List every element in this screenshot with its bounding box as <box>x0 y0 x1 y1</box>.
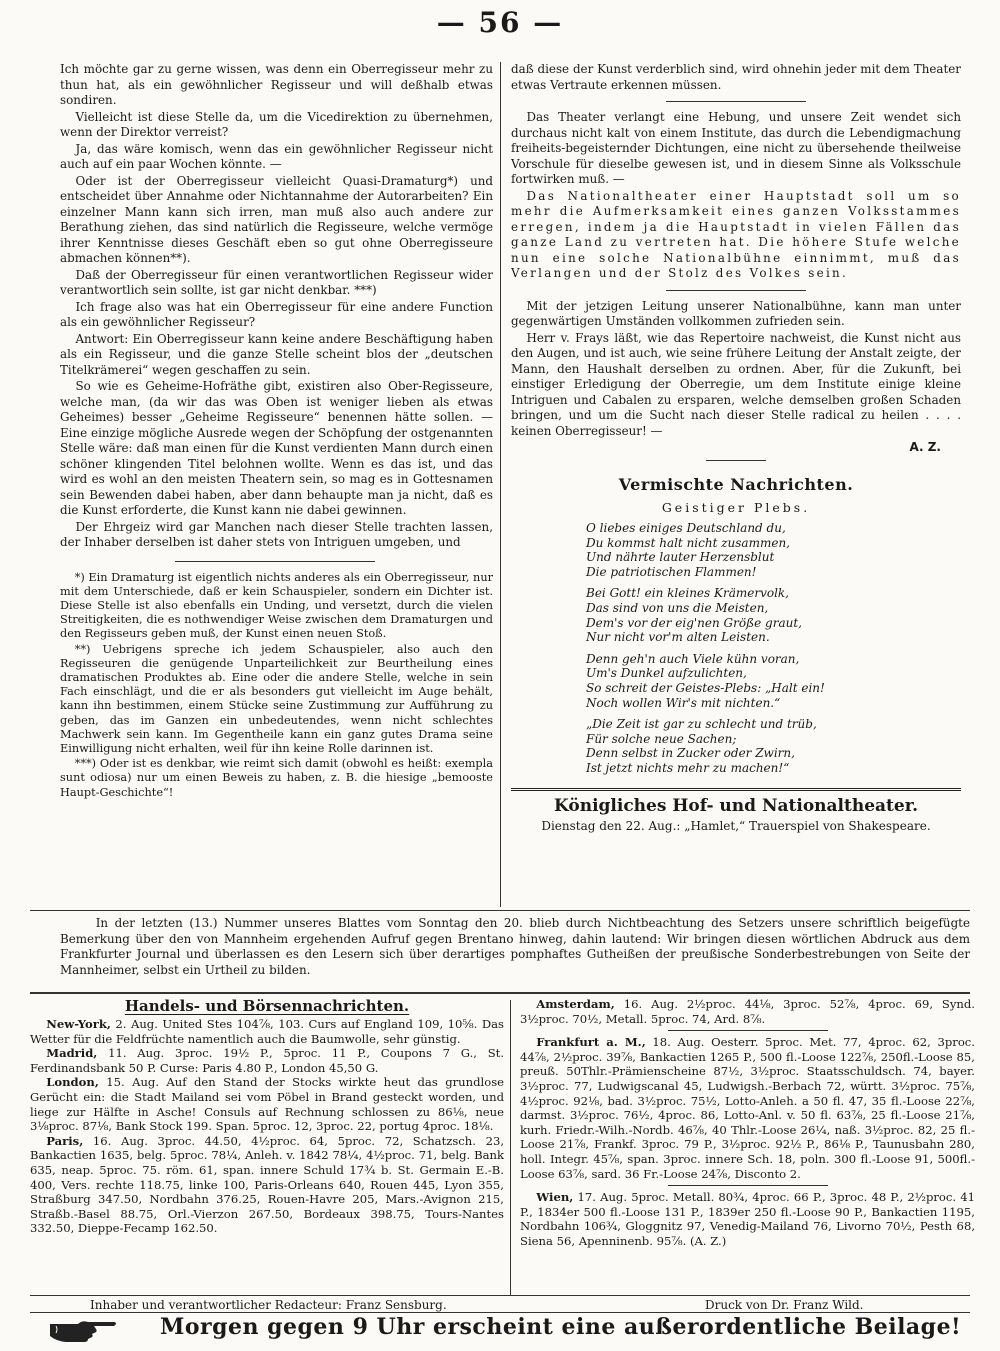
poem-line: Noch wollen Wir's mit nichten.“ <box>586 695 781 710</box>
footnotes <box>60 571 493 800</box>
poem-stanza <box>586 717 961 775</box>
market-city: New-York, <box>46 1017 111 1031</box>
column-divider <box>500 62 501 907</box>
poem-line: O liebes einiges Deutschland du, <box>586 521 786 535</box>
poem-line: So schreit der Geistes-Plebs: „Halt ein! <box>586 680 825 695</box>
poem-stanza <box>586 521 961 579</box>
poem-stanza <box>586 586 961 644</box>
poem-line: Und nährte lauter Herzensblut <box>586 550 775 565</box>
paragraph: Ich frage also was hat ein Oberregisseur für eine andere Function als ein gewöhnlicher Regisseur? <box>60 299 493 329</box>
poem-line: Denn selbst in Zucker oder Zwirn, <box>586 746 795 761</box>
trade-news-left <box>30 997 504 1293</box>
poem-line: Denn geh'n auch Viele kühn voran, <box>586 651 800 666</box>
section-divider <box>666 290 806 291</box>
horizontal-rule <box>30 1312 970 1313</box>
section-divider <box>706 460 766 461</box>
market-report <box>520 997 975 1026</box>
footnote-divider <box>175 561 375 562</box>
paragraph: Antwort: Ein Oberregisseur kann keine andere Beschäftigung haben als ein Regisseur, und die ganze Stelle scheint blos der „deutschen Titelkrämerei“ wegen geschaffen zu sein. <box>60 331 493 377</box>
poem-line: „Die Zeit ist gar zu schlecht und trüb, <box>586 717 817 732</box>
paragraph: Der Ehrgeiz wird gar Manchen nach dieser Stelle trachten lassen, der Inhaber derselben ist daher stets von Intriguen umgeben, und <box>60 519 493 549</box>
market-report <box>30 1134 504 1236</box>
market-text: 15. Aug. Auf den Stand der Stocks wirkte heut das grundlose Gerücht ein: die Stadt Mailand sei vom Pöbel in Brand gesteckt worden, und liege zur Hälfte in Asche! Consuls auf Rechnung schlossen zu 86⅛, neue 3⅛proc. 87⅛, Bank Stock 199. Span. 5proc. 12, 3proc. 22, portug 4proc. 18⅛. <box>30 1075 504 1134</box>
paragraph: Das Theater verlangt eine Hebung, und unsere Zeit wendet sich durchaus nicht kalt von einem Institute, das durch die Lebendigmachung freiheits-begeisternder Dichtungen, eine nicht zu übersehende theilweise Vorschule für dieselbe gewesen ist, und in diesem Sinne als Volksschule fortwirken muß. — <box>511 110 961 186</box>
poem-line: Die patriotischen Flammen! <box>586 564 757 579</box>
trade-news-right <box>520 997 975 1293</box>
paragraph: So wie es Geheime-Hofräthe gibt, existiren also Ober-Regisseure, welche man, (da wir das was Oben ist weniger lieben als etwas Geheimes) besser „Geheime Regisseure“ benennen hätte sollen. — Eine einzige mögliche Ausrede wegen der Schöpfung der ostgenannten Stelle wäre: daß man einen für die Kunst verdienten Mann durch einen schöner klingenden Titel belohnen wollte. Wenn es das ist, und das wird es wohl an den meisten Theatern sein, so mag es in Gottesnamen sein Bewenden dabei haben, aber dann behaupte man ja nicht, daß es die Kunst erforderte, die Kunst kann nie dabei gewinnen. <box>60 379 493 517</box>
article-column-right <box>511 62 961 917</box>
publisher-line: Inhaber und verantwortlicher Redacteur: Franz Sensburg. <box>90 1298 447 1312</box>
market-city: Frankfurt a. M., <box>536 1035 646 1050</box>
poem-line: Dem's vor der eig'nen Größe graut, <box>586 615 802 630</box>
editorial-notice <box>60 916 970 990</box>
poem-line: Um's Dunkel aufzulichten, <box>586 666 747 681</box>
paragraph: Herr v. Frays läßt, wie das Repertoire nachweist, die Kunst nicht aus den Augen, und ist auch, wie seine frühere Leitung der Anstalt zeigte, der Mann, den Haushalt derselben zu ordnen. Aber, für die Zukunft, bei einstiger Erledigung der Oberregie, um dem Institute einige kleine Intriguen und Cabalen zu ersparen, welche demselben großen Schaden bringen, und um die Sucht nach dieser Stelle radical zu heilen . . . . keinen Oberregisseur! — <box>511 330 961 438</box>
pointing-hand-icon <box>48 1314 120 1344</box>
horizontal-rule <box>30 1295 970 1296</box>
market-report <box>520 1035 975 1181</box>
horizontal-rule <box>30 992 970 994</box>
paragraph: Oder ist der Oberregisseur vielleicht Quasi-Dramaturg*) und entscheidet über Annahme oder Nichtannahme der Autorarbeiten? Ein einzelner Mann kann sich irren, man muß also auch andere zur Berathung ziehen, das sind natürlich die Regisseure, welche vermöge ihrer Kenntnisse dieses Geschäft eben so gut ohne Oberregisseure abmachen können**). <box>60 173 493 265</box>
market-city: Madrid, <box>46 1046 98 1061</box>
market-text: 18. Aug. Oesterr. 5proc. Met. 77, 4proc. 62, 3proc. 44⅞, 2½proc. 39⅞, Bankactien 1265 P., 500 fl.-Loose 122⅞, 250fl.-Loose 85, preuß. 50Thlr.-Prämienscheine 87½, 3½proc. Staatsschuldsch. 74, bayer. 3½proc. 77, Ludwigscanal 45, Ludwigsh.-Berbach 72, württ. 3½proc. 75⅞, 4½proc. 92⅛, bad. 3½proc. 75½, Lotto-Anleh. a 50 fl. 47, 35 fl.-Loose 22⅞, darmst. 3½proc. 76½, 4proc. 86, Lotto-Anl. v. 50 fl. 63⅞, 25 fl.-Loose 21⅞, kurh. Friedr.-Wilh.-Nordb. 46⅞, 40 Thlr.-Loose 26¼, naß. 3½proc. 82, 25 fl.-Loose 21⅞, Frankf. 3proc. 79 P., 3½proc. 92½ P., 86⅛ P., Taunusbahn 280, holl. Integr. 45⅞, span. 3proc. innere Sch. 18, poln. 300 fl.-Loose 91, 500fl.-Loose 63⅞, sard. 36 Fr.-Loose 24⅞, Disconto 2. <box>520 1035 975 1181</box>
announcement: Morgen gegen 9 Uhr erscheint eine außerordentliche Beilage! <box>160 1314 962 1340</box>
poem-line: Du kommst halt nicht zusammen, <box>586 535 790 550</box>
section-divider <box>668 1030 828 1031</box>
column-divider <box>510 1000 511 1296</box>
paragraph-spaced: Das Nationaltheater einer Hauptstadt soll um so mehr die Aufmerksamkeit eines ganzen Volksstammes erregen, indem ja die Hauptstadt in vielen Fällen das ganze Land zu vertreten hat. Die höhere Stufe welche nun eine solche Nationalbühne einnimmt, muß das Verlangen und der Stolz des Volkes sein. <box>511 188 961 280</box>
poem-line: Nur nicht vor'm alten Leisten. <box>586 630 770 645</box>
trade-heading: Handels- und Börsennachrichten. <box>124 997 410 1015</box>
poem-title: Geistiger Plebs. <box>661 500 811 515</box>
horizontal-rule <box>30 910 970 911</box>
poem-stanza <box>586 652 961 710</box>
section-divider <box>668 1185 828 1186</box>
market-text: 16. Aug. 3proc. 44.50, 4½proc. 64, 5proc. 72, Schatzsch. 23, Bankactien 1635, belg. 5proc. 78¼, Anleh. v. 1842 78¼, 4½proc. 71, belg. Bank 635, neap. 5proc. 75. röm. 61, span. innere Schuld 17¾ b. St. Germain E.-B. 400, Vers. rechte 118.75, linke 100, Paris-Orleans 640, Rouen 445, Lyon 355, Straßburg 347.50, Nordbahn 376.25, Rouen-Havre 205, Mars.-Avignon 215, Straßb.-Basel 88.75, Orl.-Vierzon 267.50, Bordeaux 398.75, Tours-Nantes 332.50, Dieppe-Fecamp 162.50. <box>30 1133 504 1236</box>
paragraph: Daß der Oberregisseur für einen verantwortlichen Regisseur wider verantwortlich sein sollte, ist gar nicht denkbar. ***) <box>60 267 493 297</box>
paragraph: daß diese der Kunst verderblich sind, wird ohnehin jeder mit dem Theater etwas Vertraute erkennen müssen. <box>511 62 961 92</box>
poem <box>586 521 961 776</box>
footnote: ***) Oder ist es denkbar, wie reimt sich damit (obwohl es heißt: exempla sunt odiosa) nur um einen Beweis zu haben, z. B. die hiesige „bemooste Haupt-Geschichte“! <box>60 757 493 799</box>
market-text: 2. Aug. United Stes 104⅞, 103. Curs auf England 109, 10⅝. Das Wetter für die Feldfrüchte namentlich auch die Baumwolle, sehr günstig. <box>30 1017 504 1046</box>
footnote: *) Ein Dramaturg ist eigentlich nichts anderes als ein Oberregisseur, nur mit dem Unterschiede, daß er kein Schauspieler, sondern ein Dichter ist. Diese Stelle ist also ebenfalls ein Unding, und versetzt, durch die vielen Streitigkeiten, die es nothwendiger Weise zwischen dem Dramaturgen und den Regisseurs geben muß, der Kunst einen neuen Stoß. <box>60 570 493 641</box>
misc-news-heading: Vermischte Nachrichten. <box>618 475 854 494</box>
paragraph: Vielleicht ist diese Stelle da, um die Vicedirektion zu übernehmen, wenn der Direktor verreist? <box>60 109 493 139</box>
market-report <box>30 1046 504 1075</box>
theater-program: Dienstag den 22. Aug.: „Hamlet,“ Trauerspiel von Shakespeare. <box>541 818 931 833</box>
section-divider <box>666 101 806 102</box>
printer-line: Druck von Dr. Franz Wild. <box>705 1298 864 1312</box>
market-city: Wien, <box>536 1190 574 1205</box>
market-city: London, <box>46 1075 99 1090</box>
footnote: **) Uebrigens spreche ich jedem Schauspieler, also auch den Regisseuren die genügende Unparteilichkeit zur Beurtheilung eines dramatischen Produktes ab. Eine oder die andere Stelle, welche in sein Fach einschlägt, und die er als besonders gut vielleicht im Auge behält, kann ihn bestimmen, einem Stücke seine Zustimmung zur Aufführung zu geben, das im Ganzen ein unbedeutendes, wenn nicht schlechtes Machwerk sein kann. Im Gegentheile kann ein ganz gutes Drama seine Einwilligung nicht erhalten, weil für ihn keine Rolle darinnen ist. <box>60 642 493 755</box>
author-signature: A. Z. <box>909 440 941 454</box>
market-city: Paris, <box>46 1133 84 1148</box>
poem-line: Bei Gott! ein kleines Krämervolk, <box>586 586 789 601</box>
paragraph: Ja, das wäre komisch, wenn das ein gewöhnlicher Regisseur nicht auch auf ein paar Wochen könnte. — <box>60 141 493 171</box>
notice-text: In der letzten (13.) Nummer unseres Blattes vom Sonntag den 20. blieb durch Nichtbeachtung des Setzers unsere schriftlich beigefügte Bemerkung über den von Mannheim ergehenden Aufruf gegen Brentano hinweg, dahin lautend: Wir bringen diesen wörtlichen Abdruck aus dem Frankfurter Journal und überlassen es den Lesern sich über derartiges pomphaftes Gutheißen der preußische Sonderbestrebungen von Seite der Mannheimer, selbst ein Urtheil zu bilden. <box>60 916 970 977</box>
poem-line: Das sind von uns die Meisten, <box>586 600 769 615</box>
market-text: 16. Aug. 2½proc. 44⅛, 3proc. 52⅞, 4proc. 69, Synd. 3½proc. 70½, Metall. 5proc. 74, Ard. 8⅞. <box>520 997 975 1026</box>
market-city: Amsterdam, <box>536 997 615 1011</box>
poem-line: Für solche neue Sachen; <box>586 731 737 746</box>
market-text: 11. Aug. 3proc. 19½ P., 5proc. 11 P., Coupons 7 G., St. Ferdinandsbank 50 P. Curse: Paris 4.80 P., London 45,50 G. <box>30 1046 504 1075</box>
theater-heading: Königliches Hof- und Nationaltheater. <box>511 788 961 816</box>
page-number: — 56 — <box>436 6 564 39</box>
article-column-left <box>60 62 493 912</box>
paragraph: Ich möchte gar zu gerne wissen, was denn ein Oberregisseur mehr zu thun hat, als ein gewöhnlicher Regisseur und will deßhalb etwas sondiren. <box>60 62 493 107</box>
paragraph: Mit der jetzigen Leitung unserer Nationalbühne, kann man unter gegenwärtigen Umständen vollkommen zufrieden sein. <box>511 298 961 328</box>
market-report <box>30 1075 504 1133</box>
market-report <box>520 1190 975 1248</box>
market-report <box>30 1017 504 1046</box>
poem-line: Ist jetzt nichts mehr zu machen!“ <box>586 760 790 775</box>
market-text: 17. Aug. 5proc. Metall. 80¾, 4proc. 66 P., 3proc. 48 P., 2½proc. 41 P., 1834er 500 fl.-Loose 131 P., 1839er 250 fl.-Loose 90 P., Bankactien 1195, Nordbahn 106¾, Gloggnitz 97, Venedig-Mailand 76, Livorno 70½, Pesth 68, Siena 56, Apenninenb. 95⅞. (A. Z.) <box>520 1190 975 1248</box>
